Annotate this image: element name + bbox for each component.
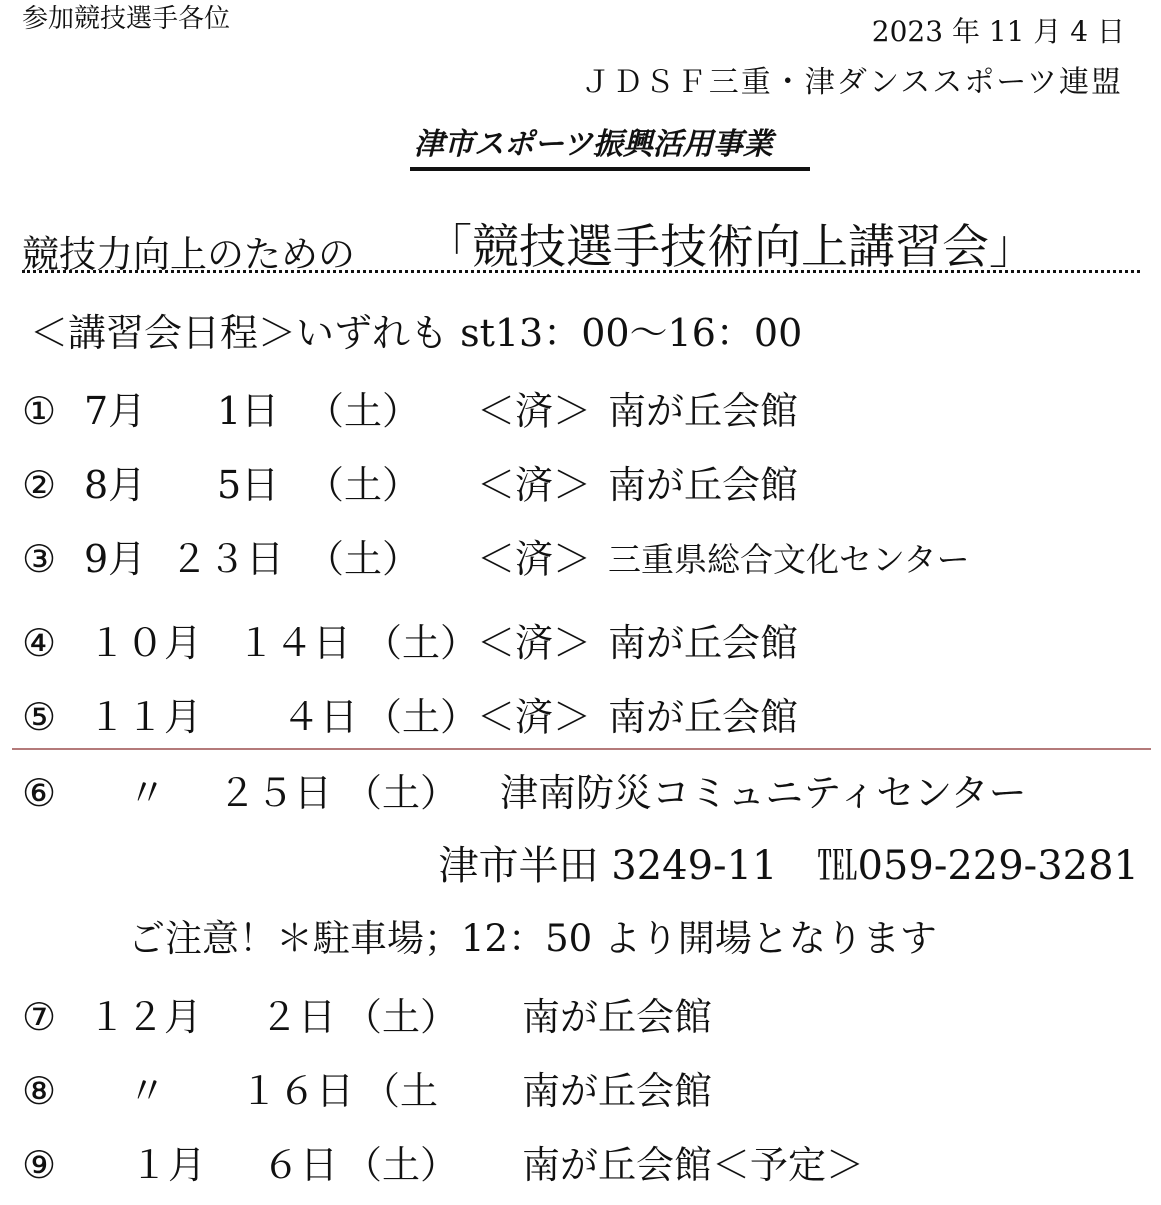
parking-note: ご注意！＊駐車場；12：50 より開場となります [128, 917, 937, 960]
schedule-header: ＜講習会日程＞いずれも st13：00～16：00 [30, 311, 803, 355]
session-day: ２３日 [170, 537, 285, 581]
session-number: ⑨ [22, 1143, 57, 1187]
session-weekday: （土 [362, 1069, 439, 1113]
session-number: ② [22, 463, 57, 507]
session-venue: 南が丘会館＜予定＞ [522, 1143, 865, 1187]
session-weekday: （土） [344, 995, 459, 1039]
session-day: １４日 [237, 621, 352, 665]
session-month: 〃 [128, 771, 167, 815]
session-number: ⑤ [22, 695, 57, 739]
session-day: ４日 [282, 695, 359, 739]
title-lead: 競技力向上のための [22, 233, 355, 276]
session-number: ③ [22, 537, 57, 581]
addressee: 参加競技選手各位 [22, 4, 231, 34]
session-weekday: （土） [306, 389, 421, 433]
session-venue: 南が丘会館 [608, 463, 799, 507]
session-weekday: （土） [364, 621, 479, 665]
session-month: 9月 [84, 537, 147, 581]
session-status: ＜済＞ [477, 537, 592, 581]
session-weekday: （土） [364, 695, 479, 739]
session-status: ＜済＞ [477, 695, 592, 739]
session-month: 7月 [84, 389, 147, 433]
title-main: 「競技選手技術向上講習会」 [425, 220, 1036, 275]
session-month: 〃 [128, 1069, 167, 1113]
session-venue: 津南防災コミュニティセンター [500, 771, 1027, 815]
session-weekday: （土） [344, 1143, 459, 1187]
section-divider [12, 748, 1151, 750]
session-venue: 三重県総合文化センター [608, 540, 970, 579]
session-status: ＜済＞ [477, 621, 592, 665]
session-month: 8月 [84, 463, 147, 507]
session-venue: 南が丘会館 [522, 995, 713, 1039]
session-venue: 南が丘会館 [608, 389, 799, 433]
session-weekday: （土） [306, 463, 421, 507]
session-month: １月 [130, 1143, 207, 1187]
session-number: ① [22, 389, 57, 433]
session-venue: 南が丘会館 [608, 695, 799, 739]
session-number: ④ [22, 621, 57, 665]
session-number: ⑥ [22, 771, 57, 815]
program-underline [410, 167, 810, 171]
session-day: 1日 [217, 389, 280, 433]
session-number: ⑦ [22, 995, 57, 1039]
session-weekday: （土） [306, 537, 421, 581]
program-name: 津市スポーツ振興活用事業 [414, 127, 773, 162]
document-date: 2023 年 11 月 4 日 [871, 15, 1125, 48]
session-month: １２月 [88, 995, 203, 1039]
session-venue: 南が丘会館 [522, 1069, 713, 1113]
session-status: ＜済＞ [477, 463, 592, 507]
session-month: １０月 [88, 621, 203, 665]
session-day: １６日 [240, 1069, 355, 1113]
session-day: 5日 [217, 463, 280, 507]
session-month: １１月 [88, 695, 203, 739]
session-number: ⑧ [22, 1069, 57, 1113]
session-venue: 南が丘会館 [608, 621, 799, 665]
venue-address: 津市半田 3249-11 ℡059-229-3281 [438, 843, 1139, 889]
session-weekday: （土） [344, 771, 459, 815]
organizer-name: ＪＤＳＦ三重・津ダンススポーツ連盟 [580, 65, 1123, 100]
session-day: ２日 [260, 995, 337, 1039]
session-status: ＜済＞ [477, 389, 592, 433]
document-title [22, 208, 1140, 276]
session-day: ２５日 [218, 771, 333, 815]
session-day: ６日 [262, 1143, 339, 1187]
